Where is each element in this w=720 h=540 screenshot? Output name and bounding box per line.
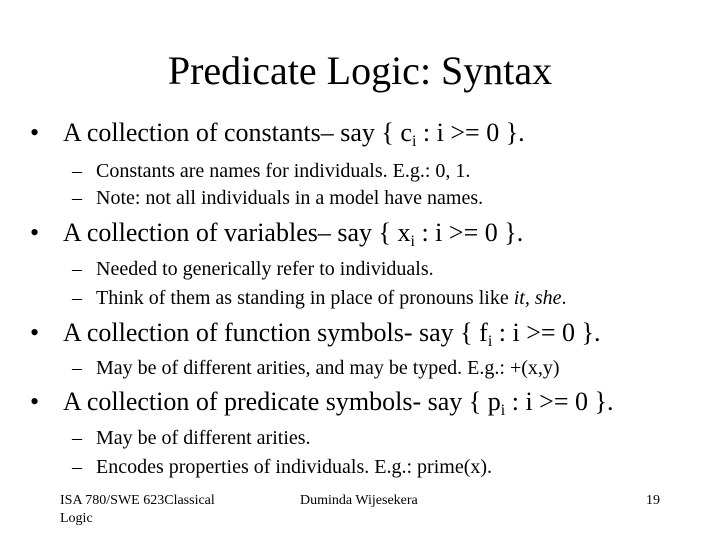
bullet-variables (30, 217, 523, 249)
footer-author: Duminda Wijesekera (300, 493, 418, 508)
dash-marker: – (72, 357, 82, 379)
bullet-subscript: i (410, 233, 415, 250)
dash-marker: – (72, 187, 82, 209)
subitem-text: Think of them as standing in place of pronouns like (96, 287, 514, 309)
slide-title: Predicate Logic: Syntax (167, 48, 553, 93)
footer-course-line2: Logic (60, 511, 93, 526)
bullet-marker: • (30, 218, 40, 247)
subitem-text: May be of different arities. (96, 427, 311, 449)
subitem-text: Encodes properties of individuals. E.g.: prime(x). (96, 456, 493, 478)
bullet-marker: • (30, 118, 40, 147)
subitem-constants-1 (72, 158, 470, 184)
bullet-text: A collection of function symbols- say { f (63, 318, 488, 347)
bullet-marker: • (30, 318, 40, 347)
bullet-subscript: i (487, 333, 493, 350)
subitem-text: Note: not all individuals in a model have names. (96, 187, 484, 209)
bullet-text: A collection of constants– say { c (63, 118, 412, 147)
subitem-text-end: . (561, 287, 567, 309)
bullet-text-end: : i >= 0 }. (414, 218, 524, 247)
subitem-functions-1 (72, 355, 560, 381)
subitem-predicates-2 (72, 454, 492, 480)
bullet-text-end: : i >= 0 }. (416, 118, 525, 147)
subitem-text: Needed to generically refer to individuals. (96, 258, 434, 280)
bullet-subscript: i (411, 133, 417, 150)
bullet-subscript: i (500, 402, 506, 419)
dash-marker: – (72, 258, 82, 280)
subitem-constants-2 (72, 185, 483, 211)
subitem-emphasis: it, she (513, 287, 562, 309)
subitem-text: May be of different arities, and may be typed. E.g.: +(x,y) (96, 357, 560, 379)
bullet-predicates (30, 386, 613, 418)
bullet-text: A collection of variables– say { x (63, 218, 411, 247)
footer-course-line1: ISA 780/SWE 623Classical (60, 493, 215, 508)
bullet-marker: • (30, 387, 40, 416)
bullet-constants (30, 117, 525, 149)
bullet-text: A collection of predicate symbols- say { p (63, 387, 501, 416)
dash-marker: – (72, 160, 82, 182)
subitem-predicates-1 (72, 425, 311, 451)
subitem-variables-1 (72, 256, 434, 282)
bullet-text-end: : i >= 0 }. (505, 387, 614, 416)
dash-marker: – (72, 456, 82, 478)
footer-course (60, 492, 250, 528)
bullet-text-end: : i >= 0 }. (492, 318, 601, 347)
dash-marker: – (72, 287, 82, 309)
dash-marker: – (72, 427, 82, 449)
subitem-text: Constants are names for individuals. E.g.: 0, 1. (96, 160, 471, 182)
footer-page-number: 19 (646, 493, 660, 508)
bullet-functions (30, 317, 601, 349)
subitem-variables-2 (72, 285, 566, 311)
